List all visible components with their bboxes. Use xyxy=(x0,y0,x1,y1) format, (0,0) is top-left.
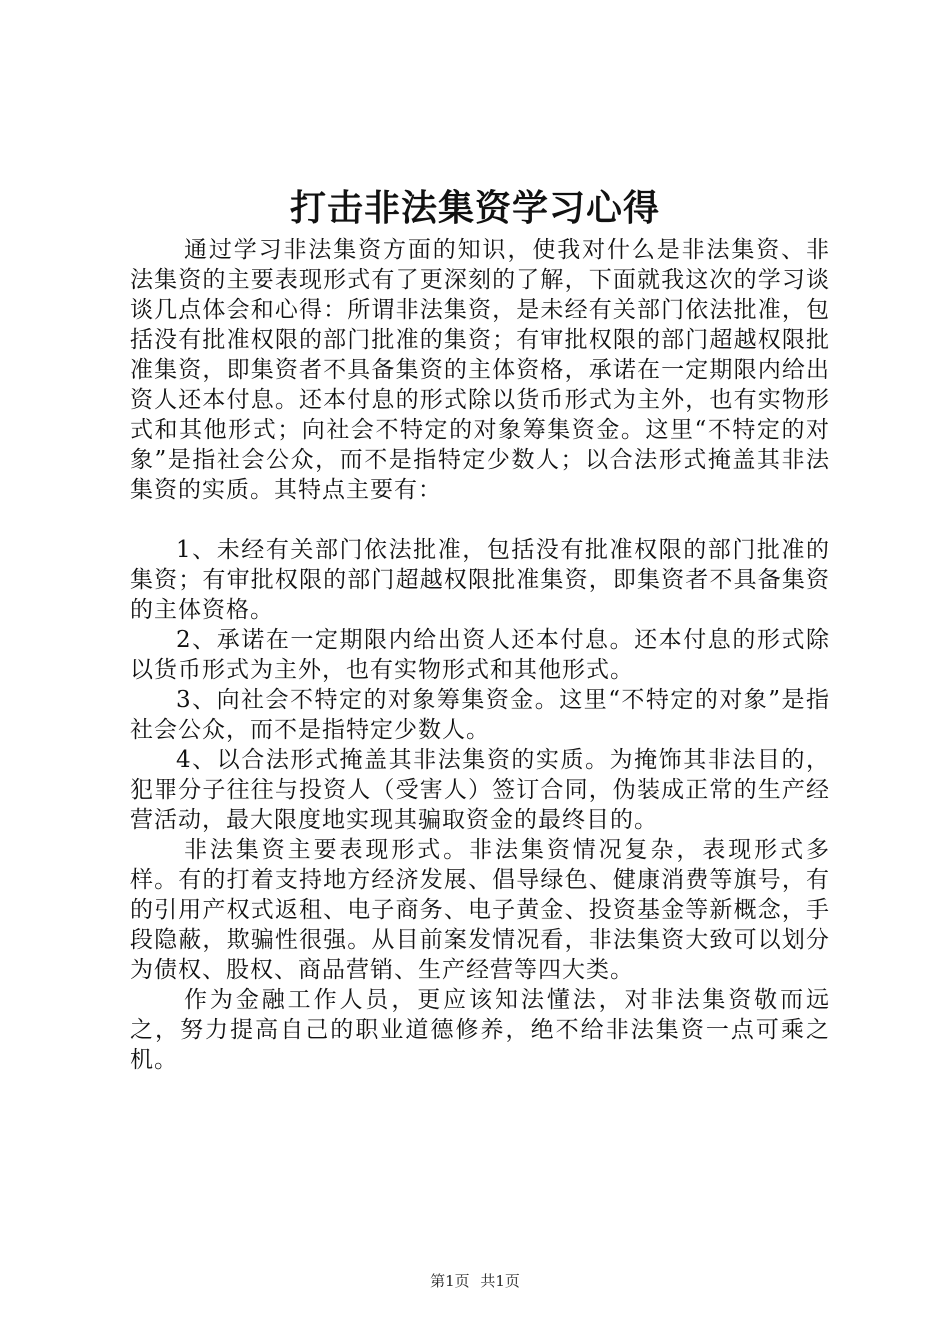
paragraph-gap xyxy=(130,505,830,535)
feature-item-4: 4、以合法形式掩盖其非法集资的实质。为掩饰其非法目的，犯罪分子往往与投资人（受害人）签订合同，伪装成正常的生产经营活动，最大限度地实现其骗取资金的最终目的。 xyxy=(130,747,830,833)
forms-paragraph: 非法集资主要表现形式。非法集资情况复杂，表现形式多样。有的打着支持地方经济发展、倡导绿色、健康消费等旗号，有的引用产权式返租、电子商务、电子黄金、投资基金等新概念，手段隐蔽，欺骗性很强。从目前案发情况看，非法集资大致可以划分为债权、股权、商品营销、生产经营等四大类。 xyxy=(130,837,830,983)
page-footer xyxy=(0,1271,950,1291)
page-number: 第1页 xyxy=(430,1272,470,1290)
feature-item-3: 3、向社会不特定的对象筹集资金。这里“不特定的对象”是指社会公众，而不是指特定少数人。 xyxy=(130,687,830,743)
conclusion-paragraph: 作为金融工作人员，更应该知法懂法，对非法集资敬而远之，努力提高自己的职业道德修养，绝不给非法集资一点可乘之机。 xyxy=(130,987,830,1073)
feature-item-1: 1、未经有关部门依法批准，包括没有批准权限的部门批准的集资；有审批权限的部门超越权限批准集资，即集资者不具备集资的主体资格。 xyxy=(130,537,830,623)
document-title: 打击非法集资学习心得 xyxy=(289,187,660,229)
document-body xyxy=(130,235,830,1075)
page-total: 共1页 xyxy=(480,1272,520,1290)
intro-paragraph: 通过学习非法集资方面的知识，使我对什么是非法集资、非法集资的主要表现形式有了更深刻的了解，下面就我这次的学习谈谈几点体会和心得：所谓非法集资，是未经有关部门依法批准，包括没有批准权限的部门批准的集资；有审批权限的部门超越权限批准集资，即集资者不具备集资的主体资格，承诺在一定期限内给出资人还本付息。还本付息的形式除以货币形式为主外，也有实物形式和其他形式；向社会不特定的对象筹集资金。这里“不特定的对象”是指社会公众，而不是指特定少数人；以合法形式掩盖其非法集资的实质。其特点主要有： xyxy=(130,237,830,503)
feature-item-2: 2、承诺在一定期限内给出资人还本付息。还本付息的形式除以货币形式为主外，也有实物形式和其他形式。 xyxy=(130,627,830,683)
